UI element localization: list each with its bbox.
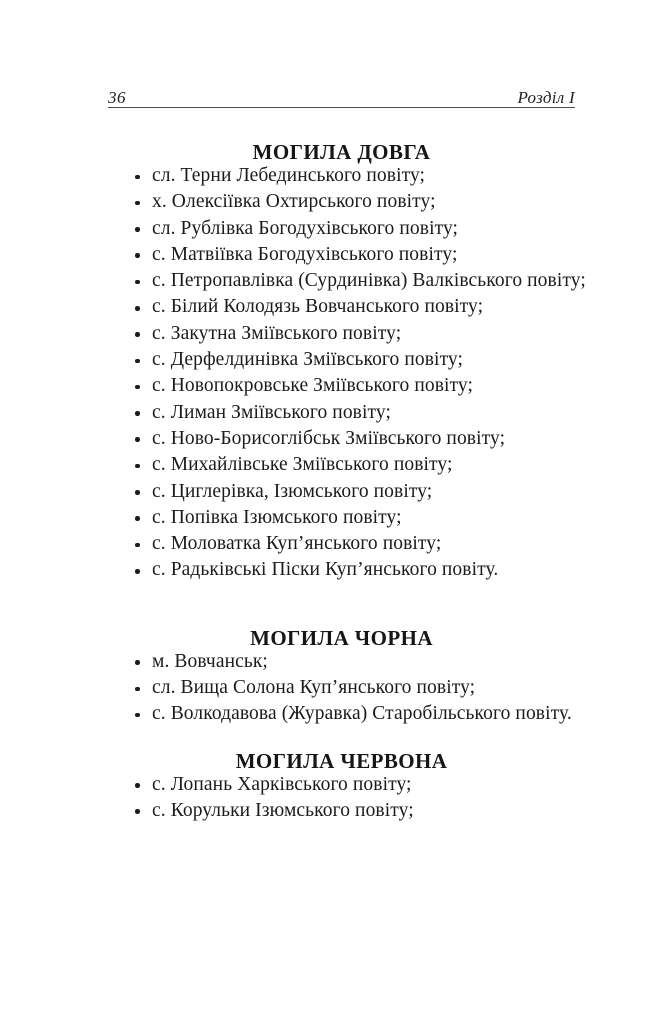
list-item: с. Волкодавова (Журавка) Старобільського повіту. xyxy=(108,701,575,727)
section-title-mohyla-dovha: МОГИЛА ДОВГА xyxy=(252,140,431,164)
list-item: с. Лиман Зміївського повіту; xyxy=(108,400,575,426)
list-item: с. Попівка Ізюмського повіту; xyxy=(108,505,575,531)
section-title-mohyla-chervona: МОГИЛА ЧЕРВОНА xyxy=(235,748,448,773)
list-item: х. Олексіївка Охтирського повіту; xyxy=(108,189,575,215)
list-item: с. Петропавлівка (Сурдинівка) Валківського повіту; xyxy=(108,268,575,294)
list-item: сл. Терни Лебединського повіту; xyxy=(108,163,575,189)
list-item: с. Дерфелдинівка Зміївського повіту; xyxy=(108,347,575,373)
list-item: м. Вовчанськ; xyxy=(108,649,575,675)
list-item: с. Моловатка Куп’янського повіту; xyxy=(108,531,575,557)
list-item: с. Білий Колодязь Вовчанського повіту; xyxy=(108,294,575,320)
list-item: с. Михайлівське Зміївського повіту; xyxy=(108,452,575,478)
chapter-label: Розділ I xyxy=(517,88,575,107)
list-item: с. Матвіївка Богодухівського повіту; xyxy=(108,242,575,268)
place-list-mohyla-chorna xyxy=(108,649,575,728)
list-item: с. Лопань Харківського повіту; xyxy=(108,772,575,798)
running-head xyxy=(108,89,575,108)
list-item: с. Радьківські Піски Куп’янського повіту. xyxy=(108,557,575,583)
list-item: с. Ново-Борисоглібськ Зміївського повіту; xyxy=(108,426,575,452)
page-number: 36 xyxy=(108,88,126,107)
list-item: сл. Рублівка Богодухівського повіту; xyxy=(108,216,575,242)
section-title-mohyla-chorna: МОГИЛА ЧОРНА xyxy=(250,625,433,650)
list-item: сл. Вища Солона Куп’янського повіту; xyxy=(108,675,575,701)
list-item: с. Закутна Зміївського повіту; xyxy=(108,321,575,347)
list-item: с. Циглерівка, Ізюмського повіту; xyxy=(108,479,575,505)
place-list-mohyla-dovha xyxy=(108,163,586,584)
page-content xyxy=(108,0,586,824)
place-list-mohyla-chervona xyxy=(108,772,575,825)
list-item: с. Новопокровське Зміївського повіту; xyxy=(108,373,575,399)
list-item: с. Корульки Ізюмського повіту; xyxy=(108,798,575,824)
